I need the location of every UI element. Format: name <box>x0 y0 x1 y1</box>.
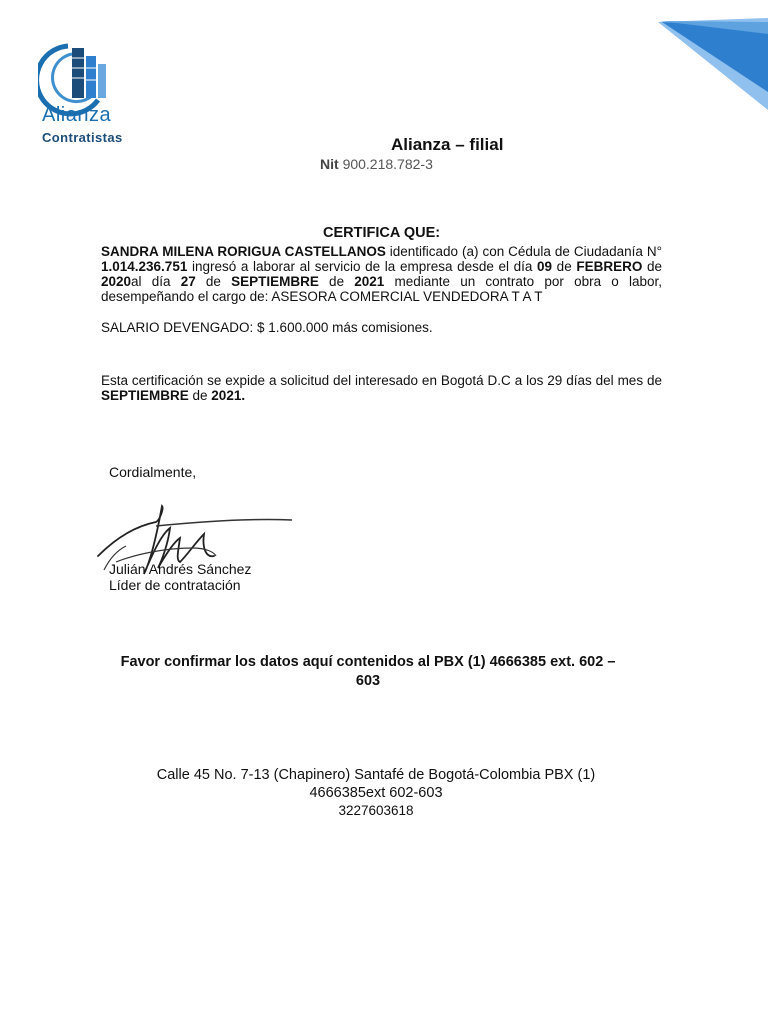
text-segment: Esta certificación se expide a solicitud del interesado en Bogotá D.C a los 29 días del mes de <box>101 373 662 388</box>
issue-year: 2021. <box>211 388 246 403</box>
id-number: 1.014.236.751 <box>101 259 188 274</box>
end-day: 27 <box>180 274 196 289</box>
end-month: SEPTIEMBRE <box>231 274 319 289</box>
text-segment: identificado (a) con Cédula de Ciudadanía N° <box>385 244 662 259</box>
end-year: 2021 <box>354 274 385 289</box>
text-segment: de <box>188 388 212 403</box>
text-segment: de <box>552 259 577 274</box>
issuance-paragraph <box>101 373 662 403</box>
nit-value: 900.218.782-3 <box>342 156 433 172</box>
text-segment: mediante un contrato por obra o labor, desempeñando el cargo de: ASESORA COMERCIAL VENDEDORA T A T <box>101 274 662 304</box>
logo-name: Alianza <box>42 104 112 126</box>
closing-salutation: Cordialmente, <box>109 464 197 480</box>
confirmation-note: Favor confirmar los datos aquí contenidos al PBX (1) 4666385 ext. 602 – 603 <box>120 654 616 689</box>
company-title: Alianza – filial <box>391 135 504 154</box>
text-segment: de <box>318 274 355 289</box>
certificate-heading: CERTIFICA QUE: <box>323 225 441 241</box>
nit-line <box>320 156 433 172</box>
signatory-role: Líder de contratación <box>109 577 241 593</box>
text-segment: de <box>642 259 662 274</box>
text-segment: ingresó a laborar al servicio de la empresa desde el día <box>187 259 538 274</box>
signatory-name: Julián Andrés Sánchez <box>109 561 252 577</box>
logo-subtitle: Contratistas <box>42 130 123 145</box>
corner-decoration <box>640 0 768 110</box>
text-segment: al día <box>131 274 181 289</box>
footer-address: Calle 45 No. 7-13 (Chapinero) Santafé de Bogotá-Colombia PBX (1) 4666385ext 602-603 <box>156 767 596 801</box>
employee-name: SANDRA MILENA RORIGUA CASTELLANOS <box>101 244 386 259</box>
text-segment: de <box>195 274 232 289</box>
issue-month: SEPTIEMBRE <box>101 388 189 403</box>
employment-paragraph <box>101 244 662 304</box>
salary-line: SALARIO DEVENGADO: $ 1.600.000 más comisiones. <box>101 320 433 335</box>
start-day: 09 <box>537 259 553 274</box>
footer-phone: 3227603618 <box>338 803 414 818</box>
start-month: FEBRERO <box>576 259 643 274</box>
nit-label: Nit <box>320 156 339 172</box>
start-year: 2020 <box>101 274 132 289</box>
